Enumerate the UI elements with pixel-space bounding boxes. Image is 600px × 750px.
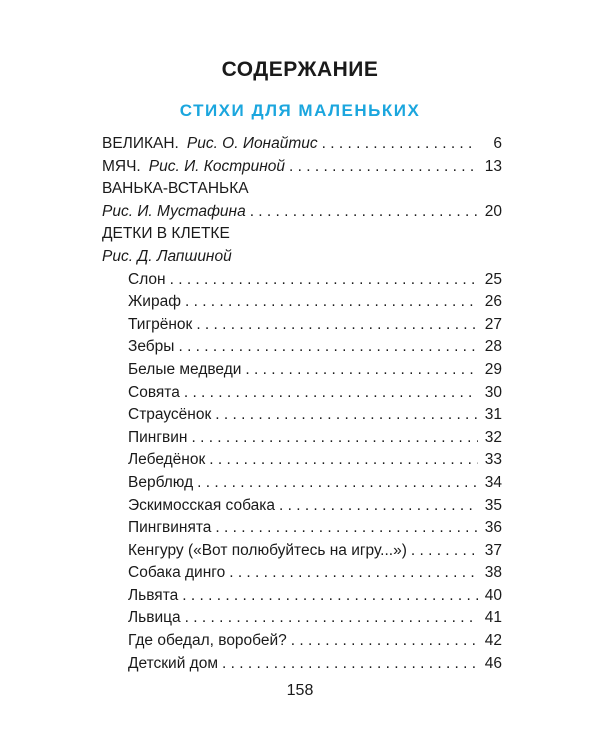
toc-entry-page: 31 (484, 406, 502, 424)
toc-sub-entry[interactable] (102, 562, 502, 585)
dot-leader (170, 269, 478, 292)
toc-entry-page: 28 (484, 338, 502, 356)
toc-entry-title: Эскимосская собака (128, 496, 275, 514)
dot-leader (178, 336, 478, 359)
dot-leader (191, 427, 478, 450)
toc-entry-page: 33 (484, 451, 502, 469)
toc-entry-page: 27 (484, 315, 502, 333)
toc-entry-velikan[interactable] (102, 133, 502, 156)
section-title: СТИХИ ДЛЯ МАЛЕНЬКИХ (179, 101, 421, 120)
toc-entry-title: Пингвин (128, 428, 188, 446)
toc-entry-page: 32 (484, 428, 502, 446)
toc-entry-page: 38 (484, 564, 502, 582)
toc-sub-entry[interactable] (102, 336, 502, 359)
toc-entry-title: Львята (128, 586, 179, 604)
toc-sub-entry[interactable] (102, 449, 502, 472)
dot-leader (209, 449, 478, 472)
toc-entry-title: Жираф (128, 293, 181, 311)
toc-sub-entry[interactable] (102, 359, 502, 382)
toc-sub-entry[interactable] (102, 314, 502, 337)
toc-entry-illustrator: Рис. И. Мустафина (102, 202, 246, 220)
dot-leader (291, 630, 478, 653)
toc-entry-title: Кенгуру («Вот полюбуйтесь на игру...») (128, 541, 407, 559)
toc-entry-title: МЯЧ. (102, 157, 141, 175)
toc-sub-entry[interactable] (102, 404, 502, 427)
toc-entry-title: ВАНЬКА-ВСТАНЬКА (102, 180, 249, 198)
dot-leader (229, 562, 478, 585)
toc-entry-page: 40 (484, 586, 502, 604)
dot-leader (182, 585, 478, 608)
toc-entry-title: Слон (128, 270, 166, 288)
toc-entry-title: ДЕТКИ В КЛЕТКЕ (102, 225, 230, 243)
toc-sub-entry[interactable] (102, 269, 502, 292)
toc-entry-title: Лебедёнок (128, 451, 206, 469)
toc-entry-title: Пингвинята (128, 519, 212, 537)
toc-illustrator-detki (102, 246, 502, 269)
toc-entry-page: 25 (484, 270, 502, 288)
toc-entry-title: Совята (128, 383, 180, 401)
toc-sub-entry[interactable] (102, 653, 502, 676)
toc-sub-entry[interactable] (102, 382, 502, 405)
toc-entry-illustrator: Рис. О. Ионайтис (186, 135, 318, 152)
toc-heading-detki (102, 223, 502, 246)
dot-leader (215, 404, 478, 427)
toc-entry-page: 35 (484, 496, 502, 514)
toc-sub-entry[interactable] (102, 630, 502, 653)
toc-sub-list (102, 269, 502, 676)
dot-leader (185, 291, 478, 314)
dot-leader (245, 359, 478, 382)
page-title: СОДЕРЖАНИЕ (221, 58, 379, 81)
toc-entry-illustrator: Рис. Д. Лапшиной (102, 247, 232, 265)
toc-entry-page: 29 (484, 360, 502, 378)
toc-entry-title: Верблюд (128, 473, 194, 491)
toc-entry-page: 30 (484, 383, 502, 401)
dot-leader (322, 133, 478, 156)
toc-entry-page: 13 (484, 157, 502, 175)
dot-leader (222, 653, 478, 676)
dot-leader (279, 495, 478, 518)
dot-leader (411, 540, 478, 563)
toc-entry-page: 36 (484, 519, 502, 537)
toc-sub-entry[interactable] (102, 291, 502, 314)
toc-entry-title: Детский дом (128, 654, 219, 672)
toc-sub-entry[interactable] (102, 585, 502, 608)
toc-entry-page: 41 (484, 609, 502, 627)
toc-entry-page: 6 (493, 135, 502, 152)
dot-leader (196, 314, 478, 337)
toc-entry-title: ВЕЛИКАН. (102, 135, 179, 152)
toc-entry-title: Тигрёнок (128, 315, 193, 333)
dot-leader (215, 517, 478, 540)
toc-entry-page: 26 (484, 293, 502, 311)
toc-sub-entry[interactable] (102, 540, 502, 563)
toc-sub-entry[interactable] (102, 495, 502, 518)
toc-entry-title: Зебры (128, 338, 175, 356)
dot-leader (185, 607, 478, 630)
toc-entry-page: 42 (484, 632, 502, 650)
toc-entry-title: Страусёнок (128, 406, 212, 424)
dot-leader (289, 156, 478, 179)
toc-entry-myach[interactable] (102, 156, 502, 179)
toc-entry-title: Где обедал, воробей? (128, 632, 287, 650)
toc-entry-page: 34 (484, 473, 502, 491)
dot-leader (184, 382, 478, 405)
toc-entry-title: Львица (128, 609, 181, 627)
dot-leader (197, 472, 478, 495)
toc-sub-entry[interactable] (102, 607, 502, 630)
table-of-contents (102, 133, 502, 675)
toc-entry-illustrator: Рис. И. Костриной (148, 157, 286, 175)
toc-entry-page: 20 (484, 202, 502, 220)
toc-sub-entry[interactable] (102, 517, 502, 540)
toc-heading-vanka (102, 178, 502, 201)
toc-entry-title: Белые медведи (128, 360, 242, 378)
toc-entry-title: Собака динго (128, 564, 226, 582)
dot-leader (250, 201, 478, 224)
toc-sub-entry[interactable] (102, 472, 502, 495)
toc-entry-page: 46 (484, 654, 502, 672)
page-number: 158 (286, 682, 314, 699)
toc-entry-page: 37 (484, 541, 502, 559)
toc-sub-entry[interactable] (102, 427, 502, 450)
toc-entry-vanka[interactable] (102, 201, 502, 224)
